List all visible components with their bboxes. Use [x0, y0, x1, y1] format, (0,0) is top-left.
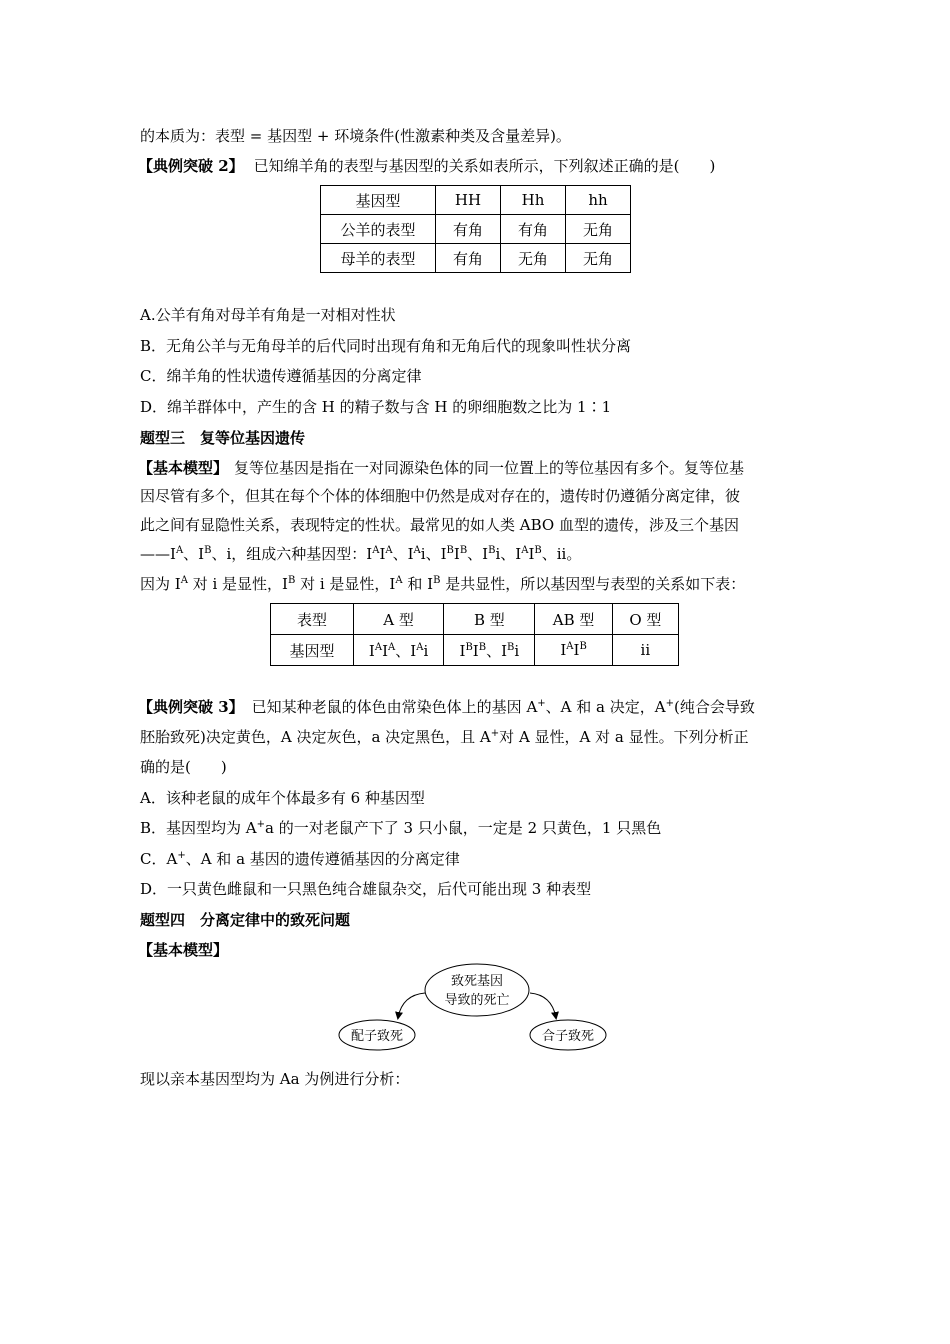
example-2-question: [138, 156, 715, 176]
lethal-gene-diagram: [330, 960, 620, 1060]
center-ellipse: [425, 964, 529, 1016]
option-c: C．绵羊角的性状遗传遵循基因的分离定律: [140, 367, 422, 385]
model-tag: 【基本模型】: [138, 941, 229, 959]
table-cell: 基因型: [321, 186, 436, 215]
section-title-type3: 题型三 复等位基因遗传: [140, 429, 306, 447]
example-2-stem: 已知绵羊角的表型与基因型的关系如表所示，下列叙述正确的是( ): [253, 157, 716, 175]
table-cell: hh: [566, 186, 631, 215]
table-cell: 有角: [436, 215, 501, 244]
left-label: 配子致死: [350, 1029, 404, 1044]
table-cell: 公羊的表型: [321, 215, 436, 244]
table-cell: ii: [612, 635, 678, 666]
type3-paragraph-line4: $——I^A$、$I^B$、i，组成六种基因型：$I^AI^A$、$I^Ai$、$I^BI^B$、$I^Bi$、$I^AI^B$、ii。: [140, 545, 582, 563]
example-3-line2: 胚胎致死)决定黄色，A 决定灰色，a 决定黑色，且 A+对 A 显性，A 对 a 显性。下列分析正: [140, 728, 749, 746]
table-cell: HH: [436, 186, 501, 215]
table-cell: 表型: [271, 604, 354, 635]
abo-blood-table: [270, 603, 679, 666]
option-d: D．绵羊群体中，产生的含 H 的精子数与含 H 的卵细胞数之比为 1∶1: [140, 398, 612, 416]
section-title-type4: 题型四 分离定律中的致死问题: [140, 911, 351, 929]
intro-text: 的本质为：表型 = 基因型 + 环境条件(性激素种类及含量差异)。: [140, 127, 571, 145]
table-row: [271, 635, 679, 666]
arrow-right: [530, 993, 556, 1018]
example-3-line3: 确的是( ): [140, 758, 227, 776]
table-cell: 有角: [501, 215, 566, 244]
type3-paragraph-line5: 因为 $I^A$ 对 i 是显性，$I^B$ 对 i 是显性，$I^A$ 和 $I^B$ 是共显性，所以基因型与表型的关系如下表：: [140, 575, 746, 593]
table-cell: $I^AI^A$、$I^Ai$: [353, 635, 443, 666]
center-label-line1: 致死基因: [450, 974, 504, 989]
right-label: 合子致死: [541, 1029, 595, 1044]
table-row: [321, 215, 631, 244]
sheep-horn-table: [320, 185, 631, 273]
table-cell: AB 型: [535, 604, 612, 635]
paragraph-text: 复等位基因是指在一对同源染色体的同一位置上的等位基因有多个。复等位基: [234, 459, 745, 477]
model-tag: 【基本模型】: [138, 459, 229, 477]
option-b: B．基因型均为 A+a 的一对老鼠产下了 3 只小鼠，一定是 2 只黄色，1 只黑色: [140, 819, 662, 837]
option-d: D．一只黄色雌鼠和一只黑色纯合雄鼠杂交，后代可能出现 3 种表型: [140, 880, 592, 898]
table-cell: 无角: [566, 215, 631, 244]
table-cell: $I^AI^B$: [535, 635, 612, 666]
table-cell: 无角: [501, 244, 566, 273]
table-cell: B 型: [444, 604, 535, 635]
table-cell: 母羊的表型: [321, 244, 436, 273]
example-3-tag: 【典例突破 3】: [138, 698, 244, 716]
table-row: [321, 186, 631, 215]
closing-text: 现以亲本基因型均为 Aa 为例进行分析：: [140, 1070, 410, 1088]
example-2-tag: 【典例突破 2】: [138, 157, 244, 175]
type3-paragraph-line1: [138, 458, 744, 478]
option-b: B．无角公羊与无角母羊的后代同时出现有角和无角后代的现象叫性状分离: [140, 337, 632, 355]
table-cell: Hh: [501, 186, 566, 215]
table-cell: A 型: [353, 604, 443, 635]
option-a: A.公羊有角对母羊有角是一对相对性状: [140, 306, 396, 324]
center-label-line2: 导致的死亡: [444, 993, 510, 1008]
type3-paragraph-line3: 此之间有显隐性关系，表现特定的性状。最常见的如人类 ABO 血型的遗传，涉及三个基因: [140, 516, 739, 534]
table-row: [271, 604, 679, 635]
example-3-line1: 【典例突破 3】 已知某种老鼠的体色由常染色体上的基因 A+、A 和 a 决定，A+(纯合会导致: [138, 698, 755, 716]
table-cell: $I^BI^B$、$I^Bi$: [444, 635, 535, 666]
option-c: C．A+、A 和 a 基因的遗传遵循基因的分离定律: [140, 850, 460, 868]
option-a: A．该种老鼠的成年个体最多有 6 种基因型: [140, 789, 425, 807]
arrow-left: [398, 993, 425, 1018]
table-cell: 基因型: [271, 635, 354, 666]
table-row: [321, 244, 631, 273]
table-cell: 有角: [436, 244, 501, 273]
table-cell: 无角: [566, 244, 631, 273]
type3-paragraph-line2: 因尽管有多个，但其在每个个体的体细胞中仍然是成对存在的，遗传时仍遵循分离定律，彼: [140, 487, 741, 505]
table-cell: O 型: [612, 604, 678, 635]
